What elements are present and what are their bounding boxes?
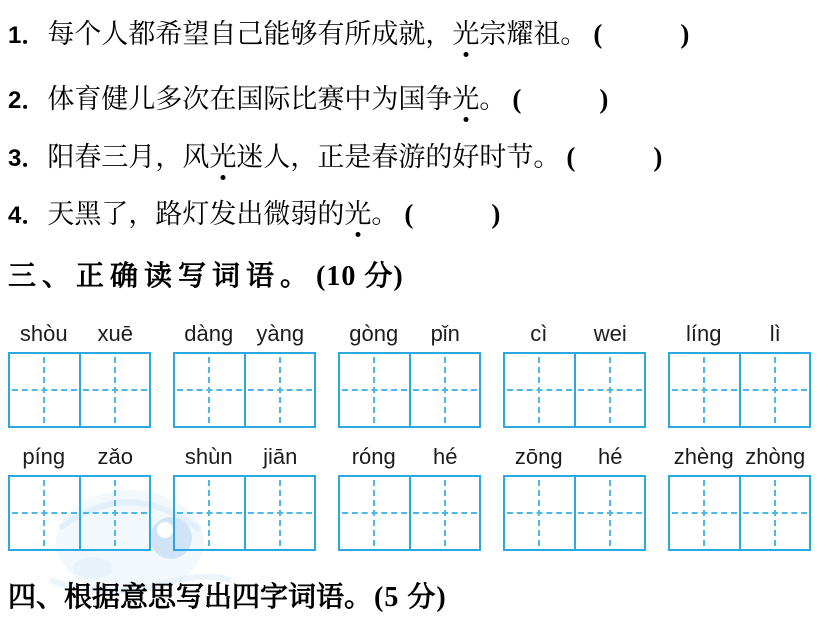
writing-cell[interactable] [739,477,810,549]
section-four-heading [8,582,447,614]
emphasized-char: 光 [452,19,480,49]
writing-cell[interactable] [739,354,810,426]
pinyin-word [173,444,316,470]
pinyin-syllable: xuē [97,321,133,346]
writing-cell[interactable] [340,354,409,426]
writing-box [668,475,811,551]
pinyin-word [173,321,316,347]
section-three-heading [8,261,404,293]
writing-cell[interactable] [409,477,480,549]
emphasized-char: 光 [344,199,372,229]
pinyin-syllable: dàng [184,321,234,346]
question-number: 2． [8,87,46,114]
writing-cell[interactable] [505,354,574,426]
pinyin-syllable: jiān [263,444,298,469]
pinyin-syllable: yàng [256,321,305,346]
pinyin-syllable: róng [351,444,396,469]
writing-box [173,352,316,428]
question-3 [8,142,662,174]
section-four-score: (5 分) [374,582,447,613]
writing-cell[interactable] [175,354,244,426]
writing-cell[interactable] [574,354,645,426]
sentence-text: 宗耀祖。 [479,19,588,49]
pinyin-syllable: hé [598,444,623,469]
writing-cell[interactable] [175,477,244,549]
writing-cell[interactable] [244,477,315,549]
writing-box [8,475,151,551]
pinyin-word [668,321,811,347]
writing-cell[interactable] [670,354,739,426]
writing-box [338,352,481,428]
writing-cell[interactable] [409,354,480,426]
pinyin-syllable: zǎo [97,444,133,469]
pinyin-syllable: pǐn [430,321,460,346]
pinyin-row-1 [8,321,811,347]
sentence-text: 。 [479,84,507,114]
pinyin-syllable: shùn [184,444,233,469]
pinyin-word [8,444,151,470]
answer-blank[interactable] [413,222,491,223]
writing-cell[interactable] [574,477,645,549]
pinyin-row-2 [8,444,811,470]
writing-box [503,352,646,428]
watermark-blob [73,557,113,579]
pinyin-syllable: shòu [19,321,68,346]
section-four-title: 四、根据意思写出四字词语。 [8,582,373,613]
writing-cell[interactable] [79,354,150,426]
question-1 [8,19,689,51]
section-three-title: 三、正确读写词语。 [8,261,315,292]
emphasized-char: 光 [209,142,237,172]
question-number: 1． [8,22,46,49]
writing-cell[interactable] [10,477,79,549]
sentence-text: 迷人，正是春游的好时节。 [236,142,561,172]
pinyin-syllable: zhòng [745,444,806,469]
pinyin-syllable: hé [433,444,458,469]
emphasized-char: 光 [452,84,480,114]
answer-blank[interactable] [602,42,680,43]
answer-paren-open: ( [404,199,414,229]
answer-paren-close: ) [680,19,690,49]
writing-cell[interactable] [79,477,150,549]
writing-cell[interactable] [244,354,315,426]
pinyin-syllable: lì [769,321,781,346]
writing-cell[interactable] [340,477,409,549]
sentence-text: 阳春三月，风 [47,142,210,172]
sentence-text: 体育健儿多次在国际比赛中为国争 [47,84,453,114]
pinyin-syllable: gòng [349,321,399,346]
sentence-text: 每个人都希望自己能够有所成就， [47,19,453,49]
sentence-text: 天黑了，路灯发出微弱的 [47,199,345,229]
question-2 [8,84,608,116]
answer-paren-open: ( [512,84,522,114]
pinyin-syllable: zhèng [673,444,734,469]
sentence-text: 。 [371,199,399,229]
writing-box [668,352,811,428]
answer-blank[interactable] [575,165,653,166]
pinyin-word [8,321,151,347]
writing-box-row-1 [8,352,811,428]
pinyin-syllable: wei [593,321,627,346]
writing-cell[interactable] [10,354,79,426]
writing-cell[interactable] [505,477,574,549]
question-number: 4． [8,202,46,229]
pinyin-word [503,321,646,347]
answer-paren-open: ( [593,19,603,49]
writing-box [173,475,316,551]
writing-box [8,352,151,428]
answer-paren-close: ) [653,142,663,172]
writing-cell[interactable] [670,477,739,549]
writing-box [503,475,646,551]
pinyin-syllable: líng [686,321,722,346]
pinyin-syllable: zōng [514,444,563,469]
writing-box-row-2 [8,475,811,551]
pinyin-word [338,321,481,347]
question-number: 3． [8,145,46,172]
answer-paren-close: ) [599,84,609,114]
pinyin-word [338,444,481,470]
section-three-score: (10 分) [316,261,404,292]
answer-paren-close: ) [491,199,501,229]
question-4 [8,199,500,231]
pinyin-word [503,444,646,470]
answer-paren-open: ( [566,142,576,172]
pinyin-syllable: cì [530,321,548,346]
pinyin-syllable: píng [22,444,66,469]
writing-box [338,475,481,551]
answer-blank[interactable] [521,107,599,108]
pinyin-word [668,444,811,470]
